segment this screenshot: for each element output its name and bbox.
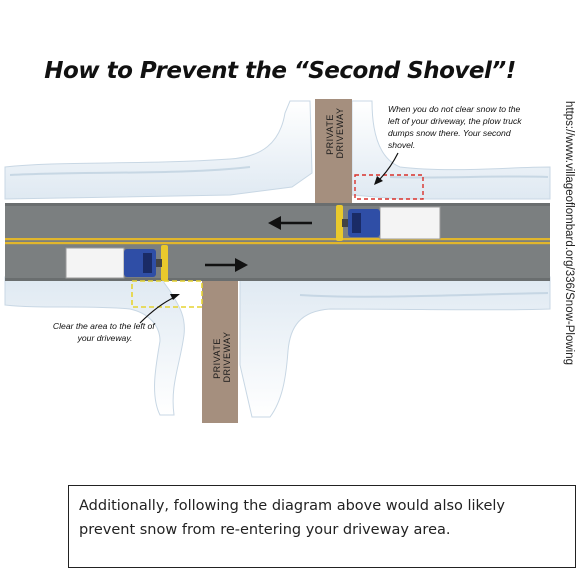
plow-truck-icon [336,205,440,241]
source-url [556,78,582,388]
note-box [68,485,576,568]
page-title: How to Prevent the “Second Shovel”! [44,58,516,84]
callout-top-text: When you do not clear snow to the left of your driveway, the plow truck dumps snow there. Your second shovel. [388,104,522,150]
driveway-label-top: PRIVATE DRIVEWAY [325,107,345,159]
driveway-label-bottom: PRIVATE DRIVEWAY [212,331,232,383]
center-line [5,238,550,240]
source-url-text: https://www.villageoflombard.org/336/Snow-Plowing [563,101,575,365]
snow-bank-bottom [5,277,550,417]
callout-bottom-text: Clear the area to the left of your driveway. [52,321,155,343]
snow-plow-diagram [0,95,553,425]
plow-truck-icon [66,245,168,281]
note-text: Additionally, following the diagram above would also likely prevent snow from re-entering your driveway area. [79,498,505,538]
